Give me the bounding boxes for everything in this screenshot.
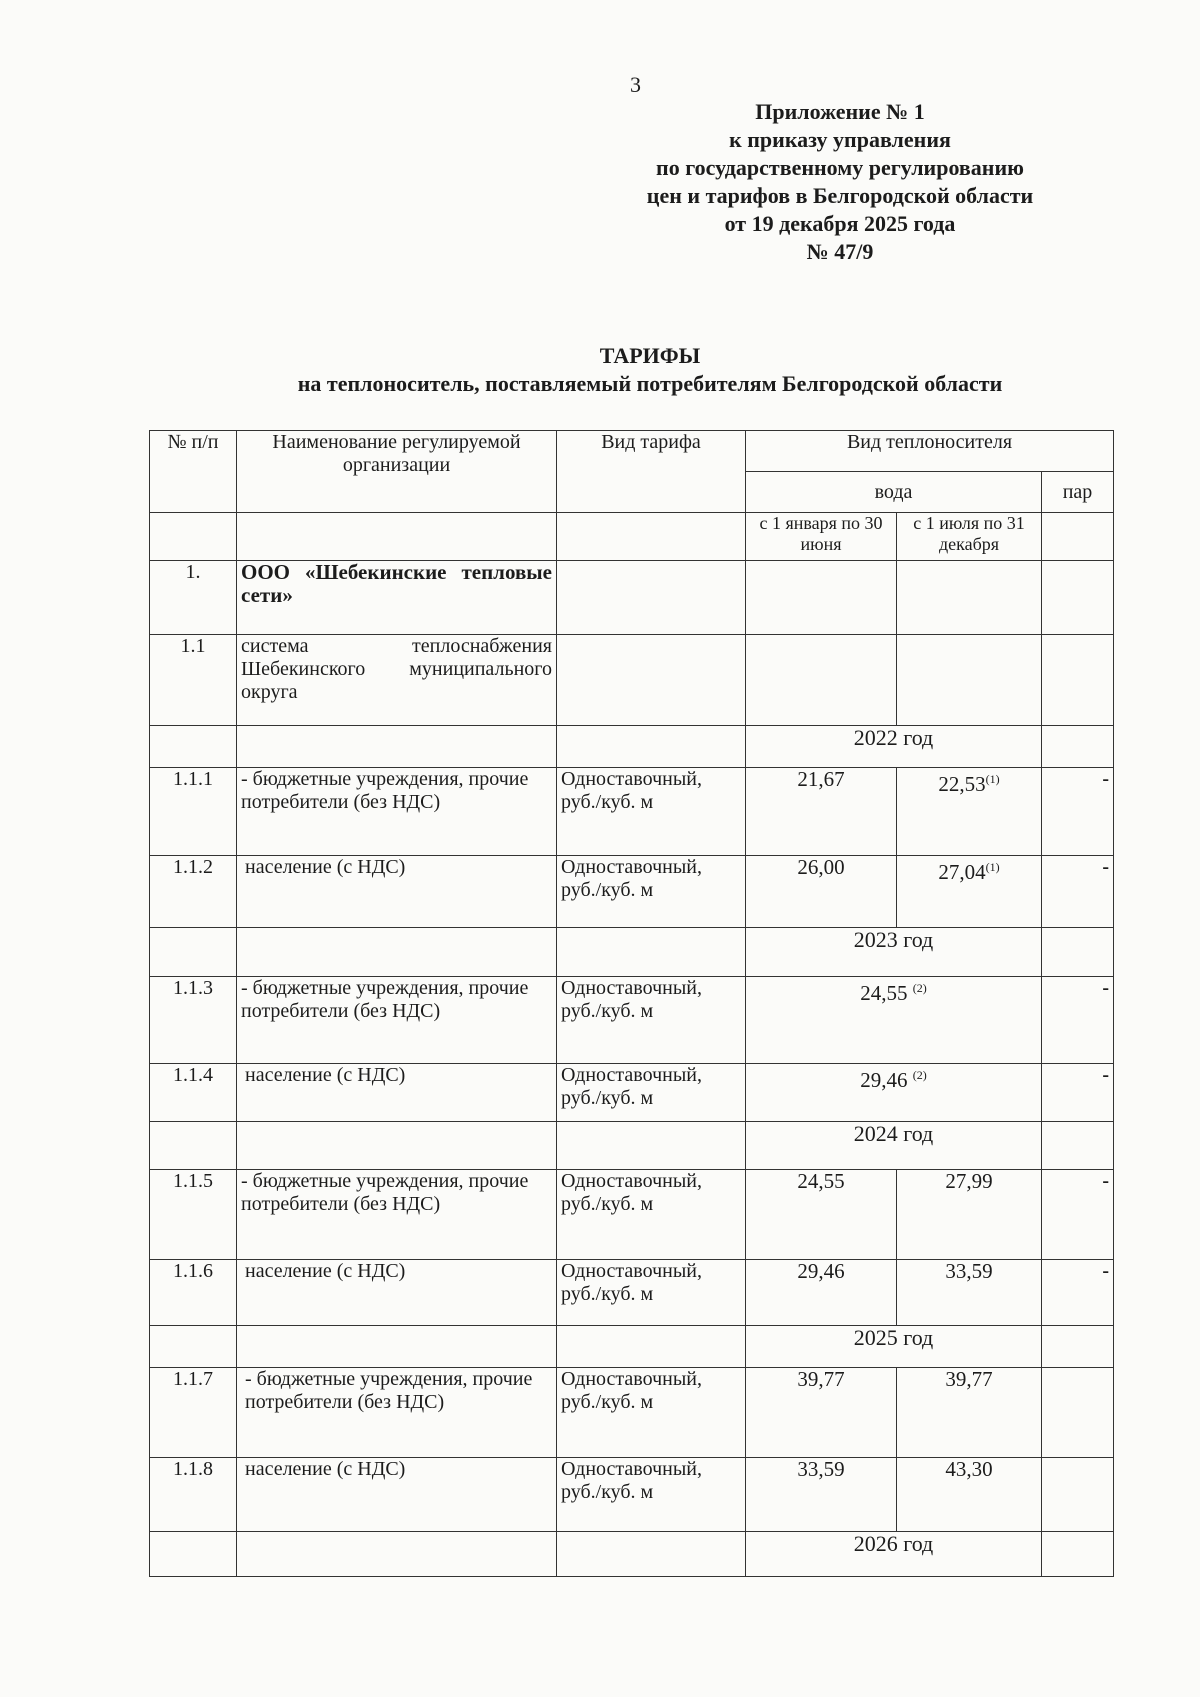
empty-cell [150, 513, 237, 561]
table-row [150, 1064, 1114, 1122]
empty-cell [557, 561, 746, 635]
consumer-name: - бюджетные учреждения, прочие потребители (без НДС) [237, 768, 557, 856]
empty-cell [237, 513, 557, 561]
row-number: 1.1.4 [150, 1064, 237, 1122]
row-number: 1.1.5 [150, 1170, 237, 1260]
footnote-mark: (1) [985, 772, 1000, 786]
header-heat-carrier: Вид теплоносителя [746, 431, 1114, 472]
annex-line: № 47/9 [806, 239, 874, 264]
tariff-value-h2: 39,77 [897, 1368, 1042, 1458]
table-row [150, 1458, 1114, 1532]
table-row [150, 1260, 1114, 1326]
header-steam: пар [1042, 472, 1114, 513]
annex-line: от 19 декабря 2025 года [724, 211, 956, 236]
annex-line: цен и тарифов в Белгородской области [646, 183, 1034, 208]
tariff-value-year: 24,55 [860, 981, 908, 1005]
table-row [150, 768, 1114, 856]
steam-value: - [1042, 1260, 1114, 1326]
tariff-value-h2: 27,99 [897, 1170, 1042, 1260]
consumer-name: население (с НДС) [237, 1064, 557, 1122]
footnote-mark: (2) [912, 981, 927, 995]
header-period-2: с 1 июля по 31 декабря [897, 513, 1042, 561]
tariff-value-h1: 21,67 [746, 768, 897, 856]
empty-cell [1042, 513, 1114, 561]
header-water: вода [746, 472, 1042, 513]
consumer-name: население (с НДС) [237, 856, 557, 928]
title-sub: на теплоноситель, поставляемый потребителям Белгородской области [297, 371, 1003, 396]
steam-value: - [1042, 1064, 1114, 1122]
row-number: 1.1.8 [150, 1458, 237, 1532]
row-number: 1. [150, 561, 237, 635]
tariff-type: Одноставочный, руб./куб. м [557, 977, 746, 1064]
organization-name: ООО «Шебекинские тепловые сети» [237, 561, 557, 635]
year-row-label: 2022 год [746, 726, 1042, 768]
tariff-table [149, 430, 1114, 1577]
empty-cell [1042, 635, 1114, 726]
tariff-value-h1: 26,00 [746, 856, 897, 928]
tariff-value-year: 29,46 [860, 1068, 908, 1092]
year-row-label: 2025 год [746, 1326, 1042, 1368]
steam-value [1042, 1368, 1114, 1458]
annex-line: Приложение № 1 [755, 99, 925, 124]
document-title [150, 342, 1150, 398]
steam-value: - [1042, 977, 1114, 1064]
header-number: № п/п [150, 431, 237, 513]
tariff-value-h2-cell [897, 768, 1042, 856]
consumer-name: население (с НДС) [237, 1260, 557, 1326]
tariff-type: Одноставочный, руб./куб. м [557, 1368, 746, 1458]
tariff-type: Одноставочный, руб./куб. м [557, 856, 746, 928]
consumer-name: - бюджетные учреждения, прочие потребители (без НДС) [237, 977, 557, 1064]
table-row [150, 1368, 1114, 1458]
empty-cell [897, 635, 1042, 726]
page-number: 3 [630, 72, 641, 97]
table-row [150, 1170, 1114, 1260]
row-number: 1.1.6 [150, 1260, 237, 1326]
steam-value: - [1042, 856, 1114, 928]
annex-line: к приказу управления [729, 127, 951, 152]
row-number: 1.1 [150, 635, 237, 726]
empty-cell [557, 635, 746, 726]
empty-cell [746, 635, 897, 726]
tariff-value-h2: 27,04 [938, 860, 986, 884]
footnote-mark: (2) [912, 1068, 927, 1082]
tariff-value-h2: 33,59 [897, 1260, 1042, 1326]
annex-line: по государственному регулированию [656, 155, 1024, 180]
tariff-value-h1: 33,59 [746, 1458, 897, 1532]
tariff-type: Одноставочный, руб./куб. м [557, 1458, 746, 1532]
consumer-name: - бюджетные учреждения, прочие потребители (без НДС) [237, 1368, 557, 1458]
tariff-value-h2: 43,30 [897, 1458, 1042, 1532]
tariff-type: Одноставочный, руб./куб. м [557, 1064, 746, 1122]
empty-cell [557, 513, 746, 561]
empty-cell [897, 561, 1042, 635]
year-row-label: 2024 год [746, 1122, 1042, 1170]
row-number: 1.1.7 [150, 1368, 237, 1458]
system-name: система теплоснабжения Шебекинского муниципального округа [237, 635, 557, 726]
steam-value: - [1042, 1170, 1114, 1260]
header-tariff-type: Вид тарифа [557, 431, 746, 513]
year-row-label: 2026 год [746, 1532, 1042, 1577]
tariff-type: Одноставочный, руб./куб. м [557, 768, 746, 856]
row-number: 1.1.1 [150, 768, 237, 856]
tariff-value-h1: 29,46 [746, 1260, 897, 1326]
tariff-type: Одноставочный, руб./куб. м [557, 1170, 746, 1260]
steam-value [1042, 1458, 1114, 1532]
tariff-type: Одноставочный, руб./куб. м [557, 1260, 746, 1326]
steam-value: - [1042, 768, 1114, 856]
title-main: ТАРИФЫ [599, 343, 701, 368]
table-row [150, 977, 1114, 1064]
header-period-1: с 1 января по 30 июня [746, 513, 897, 561]
row-number: 1.1.3 [150, 977, 237, 1064]
header-organization: Наименование регулируемой организации [237, 431, 557, 513]
empty-cell [1042, 561, 1114, 635]
footnote-mark: (1) [985, 860, 1000, 874]
consumer-name: население (с НДС) [237, 1458, 557, 1532]
tariff-value-h1: 39,77 [746, 1368, 897, 1458]
tariff-value-h2-cell [897, 856, 1042, 928]
row-number: 1.1.2 [150, 856, 237, 928]
consumer-name: - бюджетные учреждения, прочие потребители (без НДС) [237, 1170, 557, 1260]
tariff-value-h1: 24,55 [746, 1170, 897, 1260]
year-row-label: 2023 год [746, 928, 1042, 977]
tariff-value-year-cell [746, 977, 1042, 1064]
tariff-value-year-cell [746, 1064, 1042, 1122]
empty-cell [746, 561, 897, 635]
table-row [150, 856, 1114, 928]
annex-header [600, 98, 1080, 266]
tariff-value-h2: 22,53 [938, 772, 986, 796]
